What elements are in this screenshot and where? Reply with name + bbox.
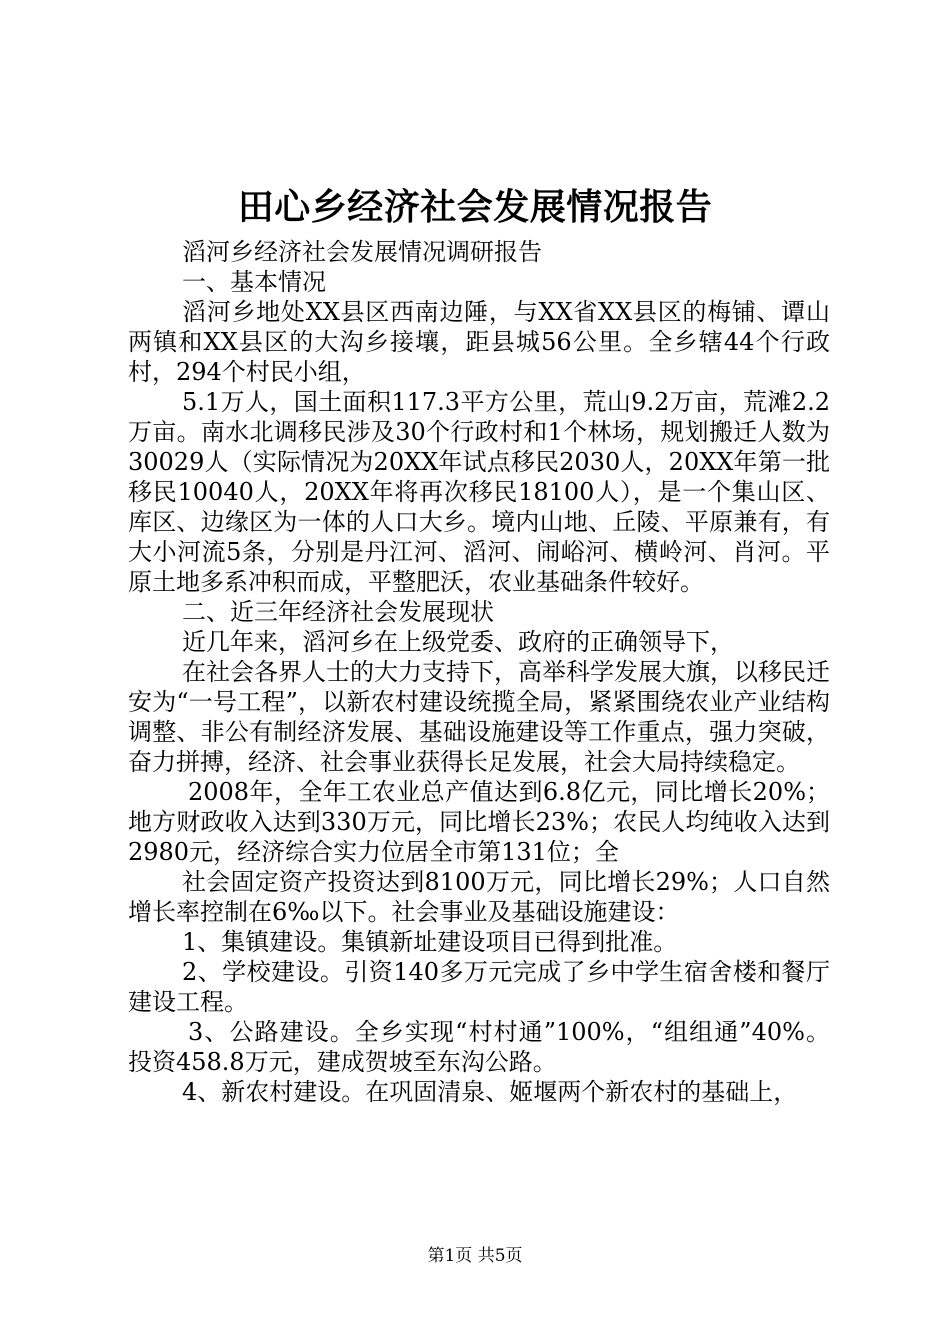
list-item: 3、公路建设。全乡实现“村村通”100%，“组组通”40%。投资458.8万元，建成贺坡至东沟公路。 [128,1018,830,1076]
section-heading-basic: 一、基本情况 [182,268,326,296]
body-paragraph: 5.1万人，国土面积117.3平方公里，荒山9.2万亩，荒滩2.2万亩。南水北调移民涉及30个行政村和1个林场，规划搬迁人数为30029人（实际情况为20XX年试点移民2030人，20XX年第一批移民10040人，20XX年将再次移民18100人），是一个集山区、库区、边缘区为一体的人口大乡。境内山地、丘陵、平原兼有，有大小河流5条，分别是丹江河、滔河、闹峪河、横岭河、肖河。平原土地多系冲积而成，平整肥沃，农业基础条件较好。 [128,388,830,596]
document-body [128,237,830,1107]
document-title: 田心乡经济社会发展情况报告 [237,186,713,228]
body-paragraph: 社会固定资产投资达到8100万元，同比增长29%；人口自然增长率控制在6‰以下。社会事业及基础设施建设： [128,868,830,926]
page-footer: 第1页 共5页 [427,1246,523,1266]
body-paragraph: 在社会各界人士的大力支持下，高举科学发展大旗，以移民迁安为“一号工程”，以新农村建设统揽全局，紧紧围绕农业产业结构调整、非公有制经济发展、基础设施建设等工作重点，强力突破，奋力拼搏，经济、社会事业获得长足发展，社会大局持续稳定。 [128,658,830,776]
body-paragraph: 滔河乡地处XX县区西南边陲，与XX省XX县区的梅铺、谭山两镇和XX县区的大沟乡接壤，距县城56公里。全乡辖44个行政村，294个村民小组， [128,298,830,386]
list-item: 2、学校建设。引资140多万元完成了乡中学生宿舍楼和餐厅建设工程。 [128,958,830,1016]
body-paragraph: 近几年来，滔河乡在上级党委、政府的正确领导下， [182,628,734,656]
subtitle-paragraph: 滔河乡经济社会发展情况调研报告 [182,238,542,266]
body-paragraph: 2008年，全年工农业总产值达到6.8亿元，同比增长20%；地方财政收入达到330万元，同比增长23%；农民人均纯收入达到2980元，经济综合实力位居全市第131位；全 [128,778,830,866]
list-item: 4、新农村建设。在巩固清泉、姬堰两个新农村的基础上， [182,1078,798,1106]
list-item: 1、集镇建设。集镇新址建设项目已得到批准。 [182,928,678,956]
section-heading-development: 二、近三年经济社会发展现状 [182,598,494,626]
